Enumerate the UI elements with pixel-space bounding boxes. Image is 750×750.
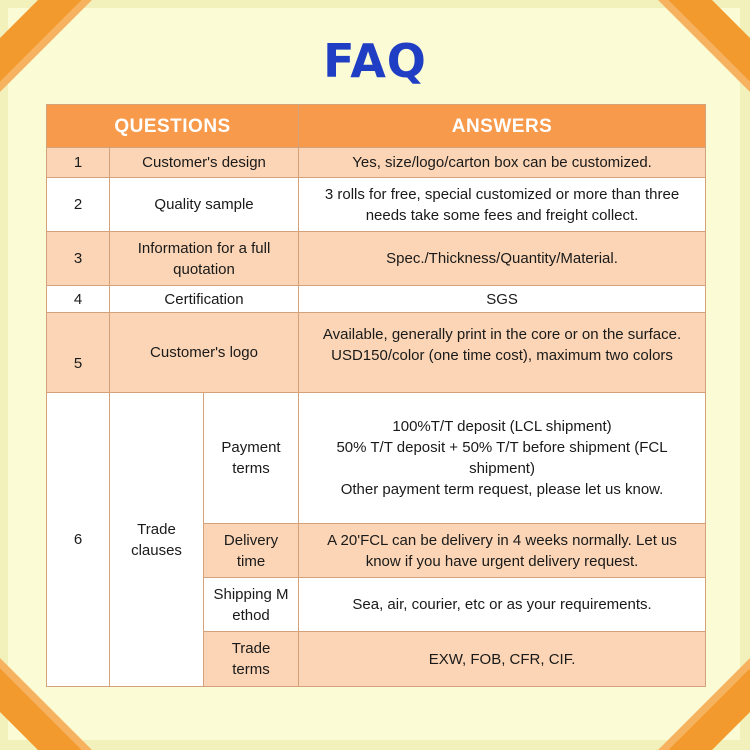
sub-question-line: Payment (221, 439, 281, 456)
page-title: FAQ (323, 34, 427, 88)
group-line: clauses (131, 541, 182, 559)
sub-question-cell (204, 578, 299, 632)
question-cell: Customer's logo (110, 313, 299, 393)
sub-question-cell (204, 524, 299, 578)
sub-question-line: terms (232, 460, 270, 477)
table-row (47, 178, 706, 232)
row-number: 5 (47, 313, 110, 393)
questions-header: QUESTIONS (47, 105, 299, 148)
table-header-row (47, 105, 706, 148)
row-number: 3 (47, 232, 110, 286)
answer-line: Available, generally print in the core or on the surface. (322, 325, 682, 343)
answer-line: shipment) (469, 460, 535, 477)
answer-line: 50% T/T deposit + 50% T/T before shipment (FCL (336, 439, 668, 456)
answer-line: know if you have urgent delivery request. (365, 552, 639, 570)
row-number: 1 (47, 148, 110, 178)
sub-question-line: Delivery (223, 531, 279, 549)
answer-cell: Spec./Thickness/Quantity/Material. (299, 232, 706, 286)
answer-cell: Sea, air, courier, etc or as your requirements. (299, 578, 706, 632)
group-line: Trade (137, 520, 176, 538)
answer-line: Other payment term request, please let us know. (340, 481, 664, 498)
answer-line: 100%T/T deposit (LCL shipment) (392, 418, 612, 435)
answer-cell: EXW, FOB, CFR, CIF. (299, 632, 706, 687)
sub-question-line: ethod (232, 606, 270, 624)
row-number: 4 (47, 286, 110, 313)
question-line: Information for a full (137, 239, 271, 257)
row-number: 2 (47, 178, 110, 232)
sub-question-line: Shipping M (213, 585, 289, 603)
answer-cell (299, 313, 706, 393)
question-line: quotation (173, 260, 235, 278)
row-number: 6 (47, 393, 110, 687)
sub-question-cell (204, 632, 299, 687)
answer-cell: Yes, size/logo/carton box can be customized. (299, 148, 706, 178)
table-row (47, 148, 706, 178)
answer-cell (299, 178, 706, 232)
sub-question-line: time (236, 552, 266, 570)
answer-line: A 20'FCL can be delivery in 4 weeks normally. Let us (327, 531, 677, 549)
answer-line: USD150/color (one time cost), maximum two colors (331, 346, 673, 364)
trade-clauses-group (110, 393, 204, 687)
table-row (47, 232, 706, 286)
question-cell (110, 232, 299, 286)
answer-cell (299, 393, 706, 524)
answer-cell (299, 524, 706, 578)
table-row (47, 286, 706, 313)
answer-line: needs take some fees and freight collect. (365, 206, 639, 224)
sub-question-line: terms (232, 661, 270, 678)
sub-question-line: Trade (231, 640, 271, 657)
answers-header: ANSWERS (299, 105, 706, 148)
question-cell: Certification (110, 286, 299, 313)
sub-question-cell (204, 393, 299, 524)
table-row (47, 393, 706, 524)
answer-line: 3 rolls for free, special customized or more than three (324, 185, 680, 203)
question-cell: Customer's design (110, 148, 299, 178)
answer-cell: SGS (299, 286, 706, 313)
question-cell: Quality sample (110, 178, 299, 232)
faq-table (46, 104, 706, 687)
table-row (47, 313, 706, 393)
